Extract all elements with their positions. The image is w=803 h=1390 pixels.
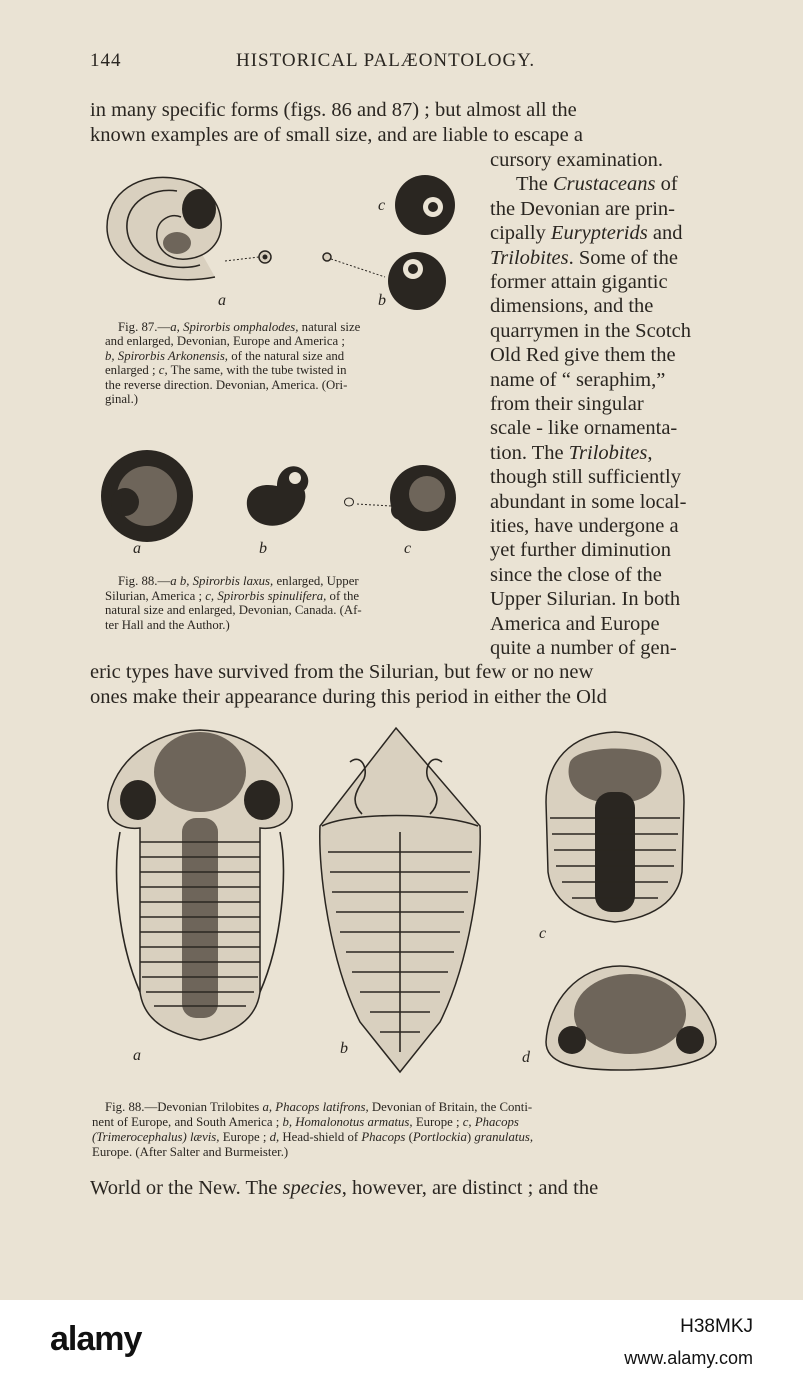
fig87-label-b: b <box>378 292 386 309</box>
column-line: Upper Silurian. In both <box>490 588 681 610</box>
column-line: since the close of the <box>490 564 662 586</box>
book-page: 144 HISTORICAL PALÆONTOLOGY. in many specific forms (figs. 86 and 87) ; but almost all the known examples are of small size, and are liable to escape a cursory examination. The Crustaceans of the Devonian are prin- cipally Eurypterids and Trilobites. Some of the former attain gigantic dimensions, and the quarrymen in the Scotch Old Red give them the name of “ seraphim,” from their singular scale - like ornamenta- tion. The Trilobites, though still sufficiently abundant in some local- ities, have undergone a yet further diminution since the close of the Upper Silurian. In both America and Europe quite a number of gen- a b c Fig. 87.—a, Spirorbis omphalodes, natural size and enlarged, Devonian, Europe and America ; b, Spirorbis Arkonensis, of the natural size and enlarged ; c, The same, with the tube twisted in the reverse direction. Devonian, America. (Ori- ginal.) a b c Fig. 88.—a b, Spirorbis laxus, enlarged, Upper Silurian, America ; c, Spirorbis spinulifera, of the natural size and enlarged, Devonian, Canada. (Af- ter Hall and the Author.) eric types have survived from the Silurian, but few or no new ones make their appearance during this period in either the Old a b c d Fig. 88.—Devonian Trilobites a, Phacops latifrons, Devonian of Britain, the Conti- nent of Europe, and South America ; b, Homalonotus armatus, Europe ; c, Phacops (Trimerocephalus) lævis, Europe ; d, Head-shield of Phacops (Portlockia) granulatus, Europe. (After Salter and Burmeister.) World or the New. The species, however, are distinct ; and the <box>0 0 803 1300</box>
phacops-granulatus-head-drawing <box>546 966 716 1070</box>
column-line: tion. The Trilobites, <box>490 442 653 464</box>
column-line: scale - like ornamenta- <box>490 417 678 439</box>
column-line: America and Europe <box>490 613 660 635</box>
column-line: ities, have undergone a <box>490 515 679 537</box>
spirorbis-omphalodes-drawing <box>107 177 221 279</box>
text-line: known examples are of small size, and are liable to escape a <box>90 124 583 146</box>
phacops-laevis-drawing <box>546 732 684 922</box>
column-line: name of “ seraphim,” <box>490 369 666 391</box>
column-line: former attain gigantic <box>490 271 668 293</box>
spirorbis-spinulifera-drawing <box>345 465 457 531</box>
running-title: HISTORICAL PALÆONTOLOGY. <box>236 50 536 71</box>
text-line: ones make their appearance during this period in either the Old <box>90 686 607 708</box>
phacops-latifrons-drawing <box>108 730 292 1040</box>
fig88-trilobites-illustration <box>100 722 725 1077</box>
text-line: in many specific forms (figs. 86 and 87) ; but almost all the <box>90 99 577 121</box>
watermark-image-id: H38MKJ <box>680 1316 753 1337</box>
fig88-worm-label-b: b <box>259 540 267 557</box>
spirorbis-reverse-drawing <box>395 175 455 235</box>
column-line: abundant in some local- <box>490 491 687 513</box>
column-line: cursory examination. <box>490 149 664 171</box>
trilobite-label-a: a <box>133 1047 141 1064</box>
column-line: quite a number of gen- <box>490 637 677 659</box>
text-line: World or the New. The species, however, are distinct ; and the <box>90 1177 599 1199</box>
trilobite-label-b: b <box>340 1040 348 1057</box>
column-line: the Devonian are prin- <box>490 198 675 220</box>
watermark-brand: alamy <box>50 1320 142 1358</box>
column-line: though still sufficiently <box>490 466 681 488</box>
column-line: The Crustaceans of <box>516 173 678 195</box>
column-line: from their singular <box>490 393 644 415</box>
column-line: quarrymen in the Scotch <box>490 320 691 342</box>
page-number: 144 <box>90 50 122 71</box>
fig87-illustration <box>95 165 465 315</box>
watermark-url: www.alamy.com <box>624 1348 753 1368</box>
homalonotus-armatus-drawing <box>320 728 480 1072</box>
text-line: eric types have survived from the Silurian, but few or no new <box>90 661 594 683</box>
spirorbis-arkonensis-drawing <box>388 252 446 310</box>
trilobite-label-c: c <box>539 925 547 942</box>
column-line: Old Red give them the <box>490 344 676 366</box>
column-line: Trilobites. Some of the <box>490 247 678 269</box>
column-line: dimensions, and the <box>490 295 654 317</box>
column-line: yet further diminution <box>490 539 672 561</box>
fig87-label-c: c <box>378 197 386 214</box>
fig88-worms-illustration <box>95 450 465 545</box>
fig88-worm-label-c: c <box>404 540 412 557</box>
spirorbis-laxus-a-drawing <box>101 450 193 542</box>
fig87-label-a: a <box>218 292 226 309</box>
trilobite-label-d: d <box>522 1049 530 1066</box>
spirorbis-laxus-b-drawing <box>247 466 308 525</box>
column-line: cipally Eurypterids and <box>490 222 683 244</box>
fig88-worm-label-a: a <box>133 540 141 557</box>
